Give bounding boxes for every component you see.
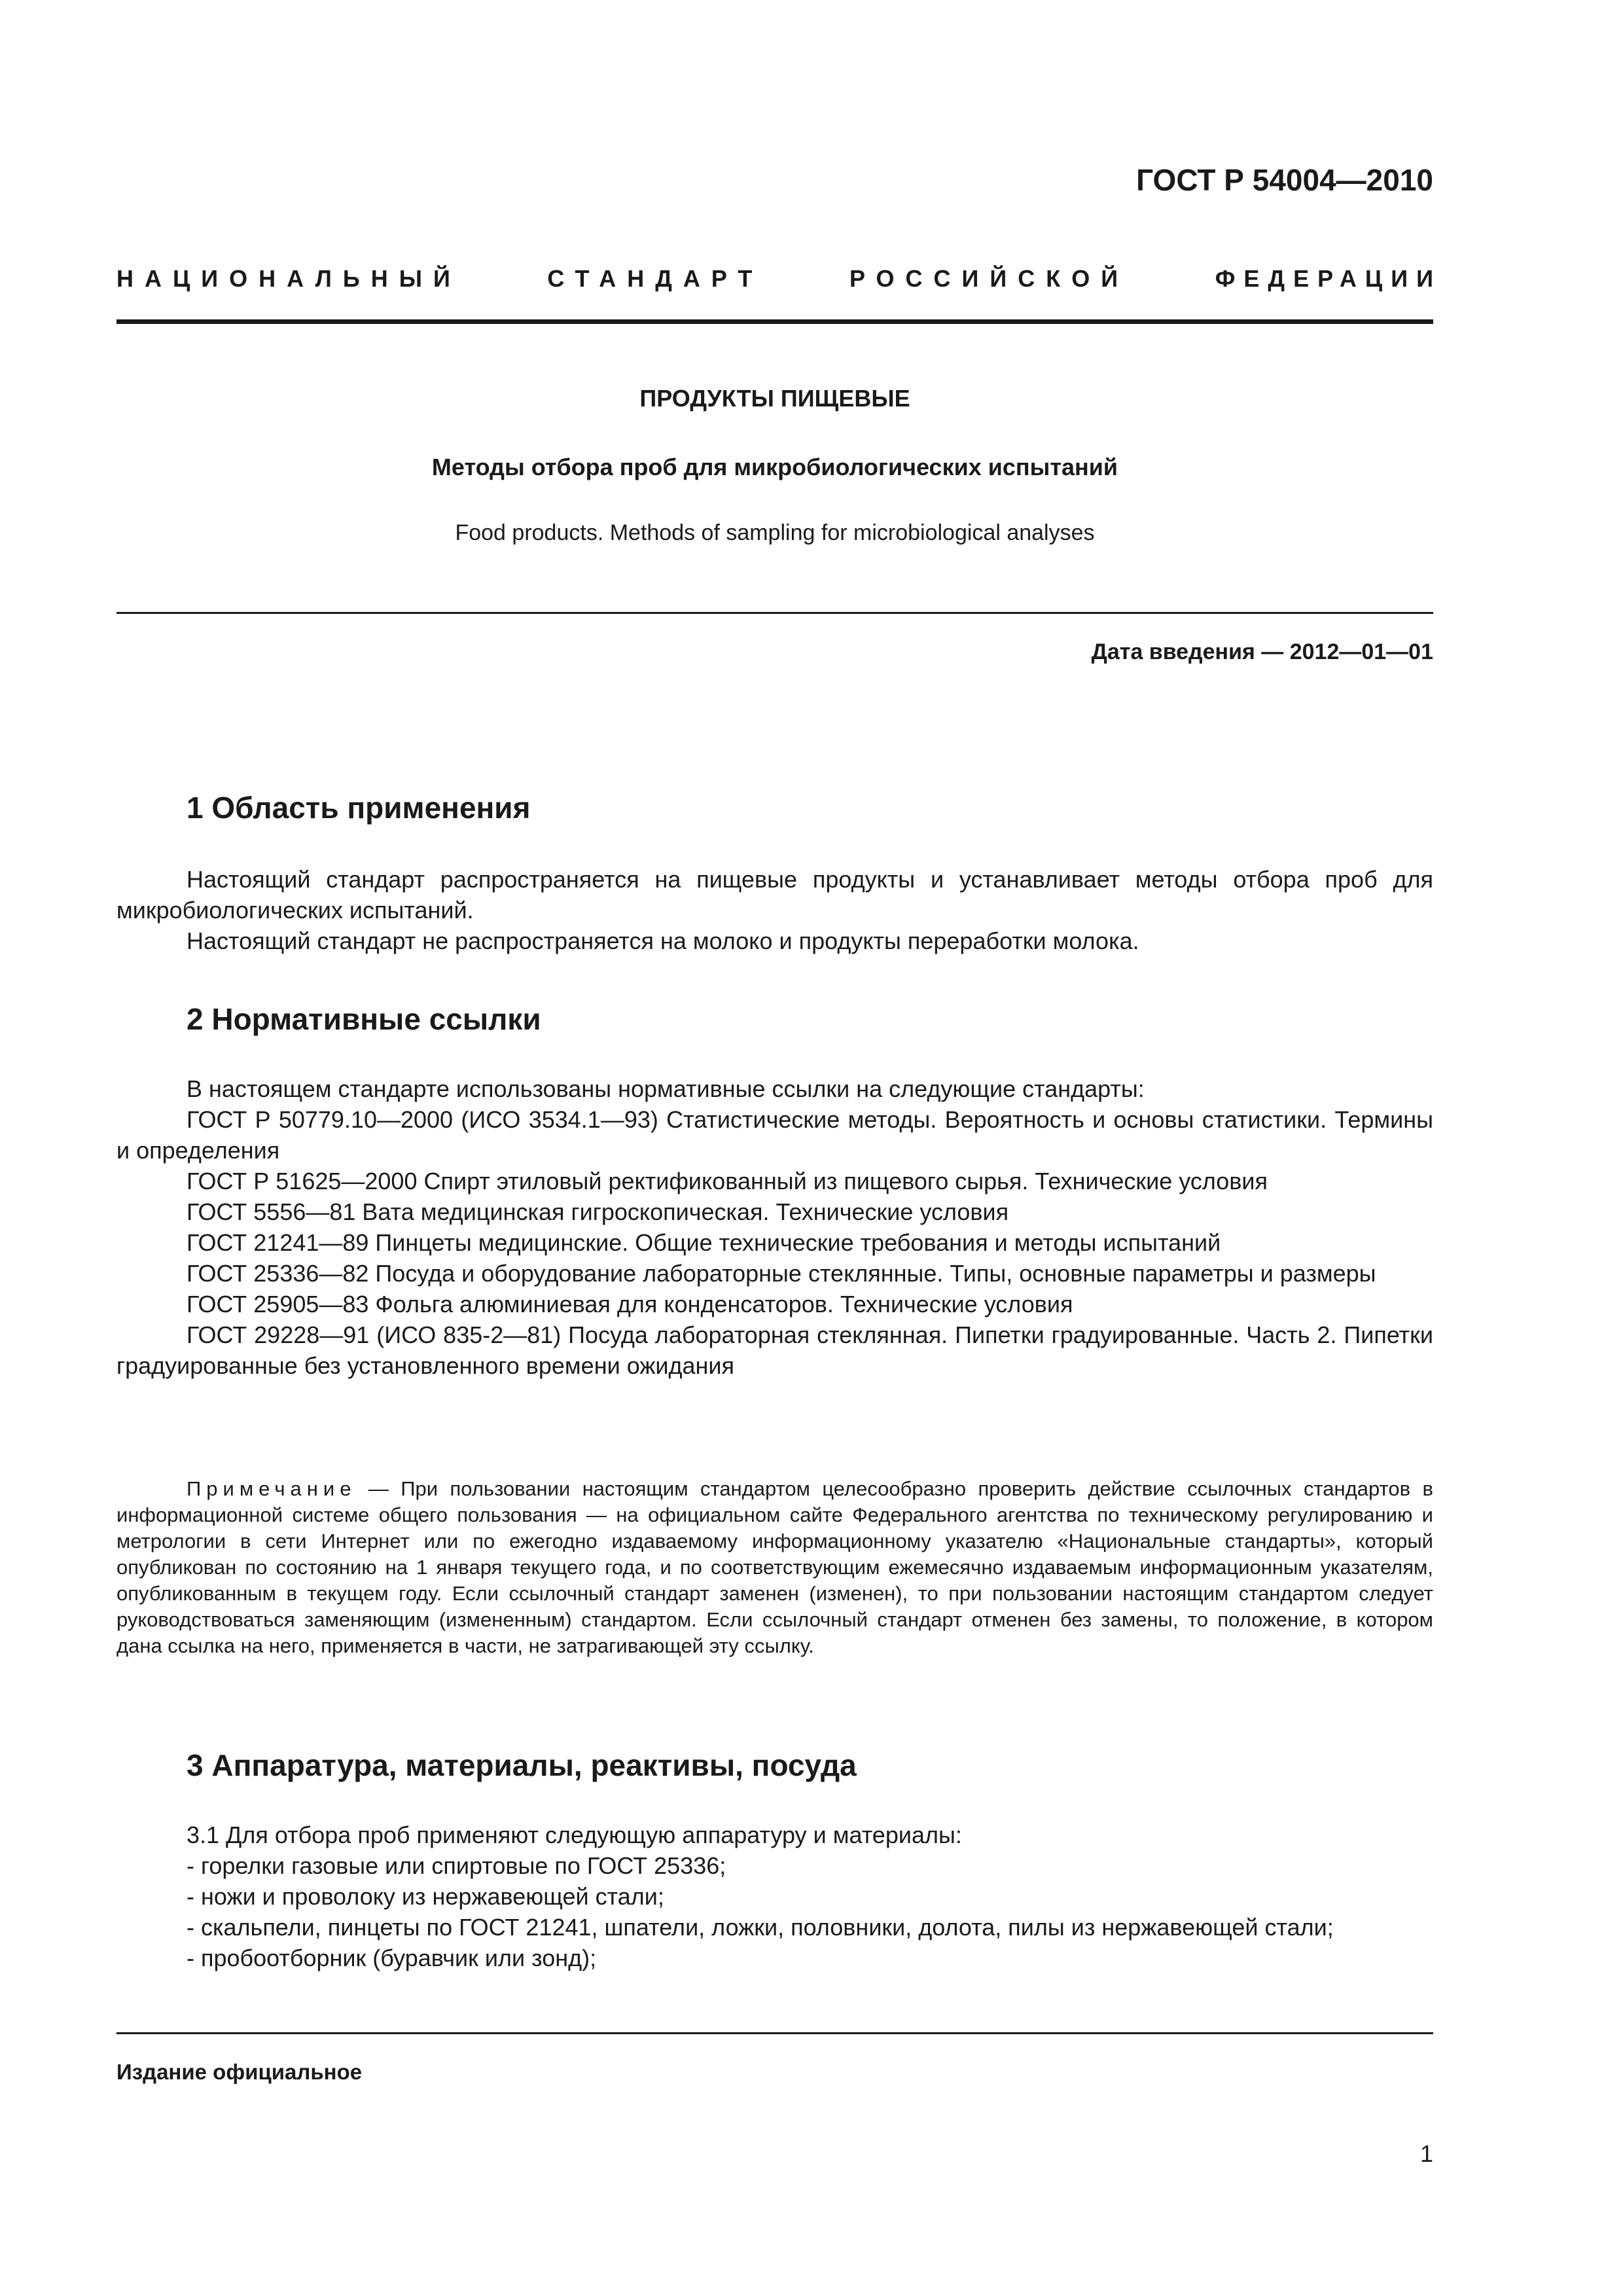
section-2-body	[116, 1073, 1433, 1381]
english-title: Food products. Methods of sampling for microbiological analyses	[455, 520, 1095, 545]
edition-label: Издание официальное	[116, 2060, 363, 2084]
list-item: - пробоотборник (буравчик или зонд);	[187, 1945, 597, 1971]
reference-item: ГОСТ 5556—81 Вата медицинская гигроскопическая. Технические условия	[187, 1198, 1009, 1225]
banner-word: ФЕДЕРАЦИИ	[1215, 265, 1442, 292]
title-rule	[116, 612, 1433, 614]
banner-word: СТАНДАРТ	[547, 265, 764, 292]
reference-item: ГОСТ 25905—83 Фольга алюминиевая для конденсаторов. Технические условия	[187, 1291, 1073, 1318]
reference-item: ГОСТ 29228—91 (ИСО 835-2—81) Посуда лабораторная стеклянная. Пипетки градуированные. Часть 2. Пипетки градуированные без установленного времени ожидания	[116, 1321, 1433, 1379]
paragraph: Настоящий стандарт не распространяется на молоко и продукты переработки молока.	[187, 927, 1139, 954]
footer-rule	[116, 2032, 1433, 2034]
paragraph: В настоящем стандарте использованы нормативные ссылки на следующие стандарты:	[187, 1075, 1145, 1102]
section-3-heading: 3 Аппаратура, материалы, реактивы, посуда	[187, 1748, 857, 1782]
paragraph: 3.1 Для отбора проб применяют следующую аппаратуру и материалы:	[187, 1821, 962, 1848]
page-number: 1	[1419, 2140, 1433, 2167]
header-rule	[116, 319, 1433, 324]
section-2-heading: 2 Нормативные ссылки	[187, 1002, 541, 1036]
note-paragraph	[116, 1476, 1433, 1659]
document-page	[116, 0, 1442, 2296]
banner-word: НАЦИОНАЛЬНЫЙ	[116, 265, 461, 292]
section-1-body	[116, 864, 1433, 956]
reference-item: ГОСТ Р 51625—2000 Спирт этиловый ректификованный из пищевого сырья. Технические условия	[187, 1168, 1268, 1194]
note-text: — При пользовании настоящим стандартом целесообразно проверить действие ссылочных стандартов в информационной системе общего пользования — на официальном сайте Федерального агентства по техническому регулированию и метрологии в сети Интернет или по ежегодно издаваемому информационному указателю «Национальные стандарты», который опубликован по состоянию на 1 января текущего года, и по соответствующим ежемесячно издаваемым информационным указателям, опубликованным в текущем году. Если ссылочный стандарт заменен (изменен), то при пользовании настоящим стандартом следует руководствоваться заменяющим (измененным) стандартом. Если ссылочный стандарт отменен без замены, то положение, в котором дана ссылка на него, применяется в части, не затрагивающей эту ссылку.	[116, 1477, 1433, 1657]
section-1-heading: 1 Область применения	[187, 791, 531, 825]
reference-item: ГОСТ Р 50779.10—2000 (ИСО 3534.1—93) Статистические методы. Вероятность и основы статистики. Термины и определения	[116, 1106, 1433, 1164]
introduction-date: Дата введения — 2012—01—01	[1091, 639, 1433, 664]
national-standard-banner	[116, 265, 1442, 293]
reference-item: ГОСТ 25336—82 Посуда и оборудование лабораторные стеклянные. Типы, основные параметры и размеры	[187, 1260, 1376, 1287]
note-block	[116, 1476, 1433, 1659]
paragraph: Настоящий стандарт распространяется на пищевые продукты и устанавливает методы отбора проб для микробиологических испытаний.	[116, 866, 1433, 924]
list-item: - горелки газовые или спиртовые по ГОСТ 25336;	[187, 1852, 726, 1879]
document-title: ПРОДУКТЫ ПИЩЕВЫЕ	[639, 385, 910, 412]
section-3-body	[116, 1820, 1433, 1973]
list-item: - скальпели, пинцеты по ГОСТ 21241, шпатели, ложки, половники, долота, пилы из нержавеющей стали;	[187, 1914, 1334, 1941]
reference-item: ГОСТ 21241—89 Пинцеты медицинские. Общие технические требования и методы испытаний	[187, 1229, 1221, 1256]
note-label: Примечание	[187, 1477, 357, 1500]
document-code: ГОСТ Р 54004—2010	[1136, 163, 1433, 197]
document-subtitle: Методы отбора проб для микробиологических испытаний	[431, 454, 1118, 480]
list-item: - ножи и проволоку из нержавеющей стали;	[187, 1883, 664, 1910]
banner-word: РОССИЙСКОЙ	[849, 265, 1130, 292]
